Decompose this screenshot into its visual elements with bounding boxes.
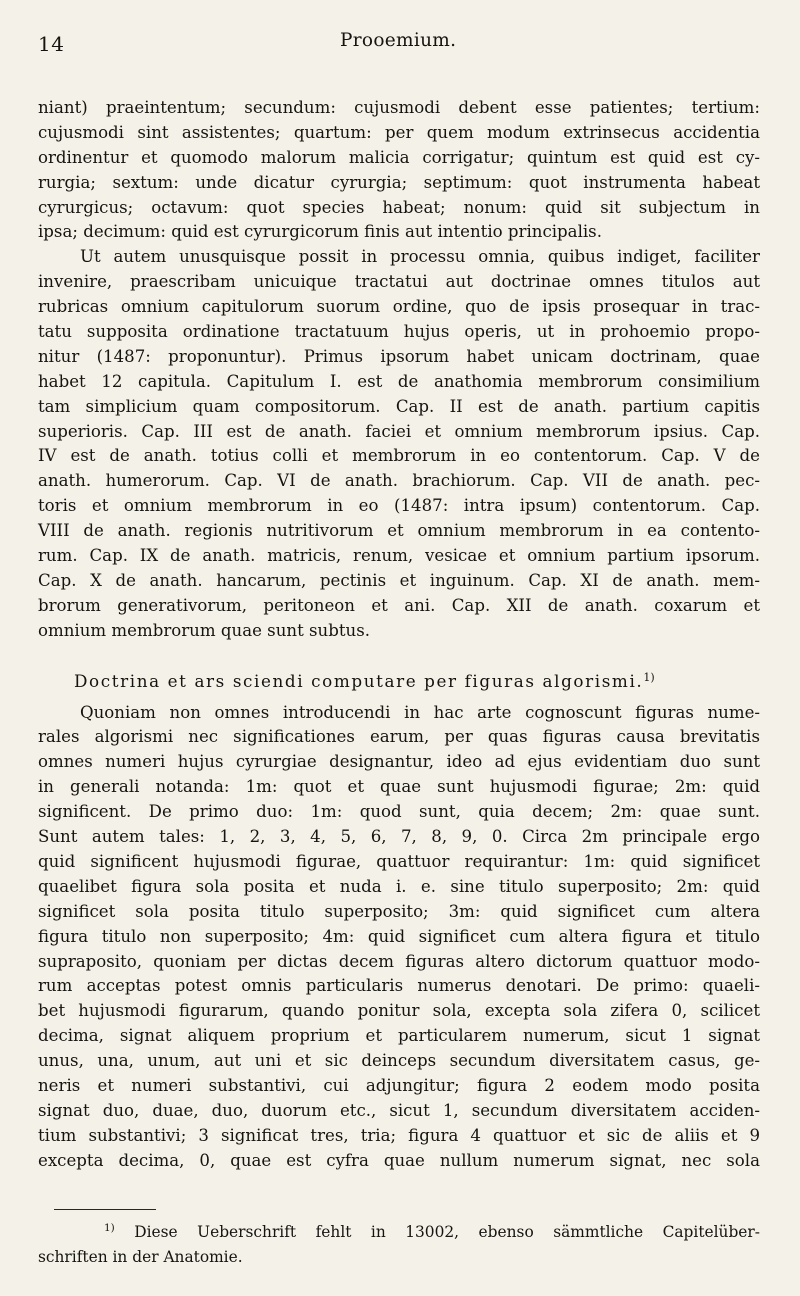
- text-line: niant) praeintentum; secundum: cujusmodi debent esse patientes; tertium:: [38, 98, 760, 117]
- text-line: rubricas omnium capitulorum suorum ordine, quo de ipsis prosequar in trac-: [38, 297, 760, 317]
- text-line: excepta decima, 0, quae est cyfra quae nullum numerum signat, nec sola: [38, 1150, 760, 1170]
- text-line: VIII de anath. regionis nutritivorum et omnium membrorum in ea contento-: [38, 521, 760, 541]
- text-line: tam simplicium quam compositorum. Cap. II est de anath. partium capitis: [38, 396, 760, 416]
- footnote-line: [38, 1221, 760, 1246]
- text-line: quid significent hujusmodi figurae, quattuor requirantur: 1m: quid significet: [38, 851, 760, 871]
- text-line: invenire, praescribam unicuique tractatui aut doctrinae omnes titulos aut: [38, 272, 760, 292]
- text-line: rum. Cap. IX de anath. matricis, renum, vesicae et omnium partium ipsorum.: [38, 546, 760, 566]
- text-line: anath. humerorum. Cap. VI de anath. brachiorum. Cap. VII de anath. pec-: [38, 471, 760, 491]
- text-line: significent. De primo duo: 1m: quod sunt, quia decem; 2m: quae sunt.: [38, 802, 760, 822]
- text-line: ordinentur et quomodo malorum malicia corrigatur; quintum est quid est cy-: [38, 147, 760, 167]
- footnote-text: Diese Ueberschrift fehlt in 13002, ebenso sämmtliche Capitelüber-: [134, 1223, 760, 1241]
- text-line: superioris. Cap. III est de anath. faciei et omnium membrorum ipsius. Cap.: [38, 421, 760, 441]
- running-head: [38, 22, 760, 56]
- text-line: rales algorismi nec significationes earum, per quas figuras causa brevitatis: [38, 727, 760, 747]
- text-line: Ut autem unusquisque possit in processu omnia, quibus indiget, faciliter: [80, 247, 760, 267]
- text-line: unus, una, unum, aut uni et sic deinceps secundum diversitatem casus, ge-: [38, 1051, 760, 1071]
- text-line: supraposito, quoniam per dictas decem figuras altero dictorum quattuor modo-: [38, 951, 760, 971]
- text-line: decima, signat aliquem proprium et particularem numerum, sicut 1 signat: [38, 1026, 760, 1046]
- text-line: figura titulo non superposito; 4m: quid significet cum altera figura et titulo: [38, 926, 760, 946]
- footnote-marker: 1): [104, 1222, 115, 1234]
- text-line: toris et omnium membrorum in eo (1487: intra ipsum) contentorum. Cap.: [38, 496, 760, 516]
- text-line: cujusmodi sint assistentes; quartum: per quem modum extrinsecus accidentia: [38, 122, 760, 142]
- text-line: tium substantivi; 3 significat tres, tria; figura 4 quattuor et sic de aliis et 9: [38, 1125, 760, 1145]
- paragraph-anatomy-intro: [38, 96, 760, 245]
- main-text: [38, 96, 760, 1174]
- text-line: significet sola posita titulo superposito; 3m: quid significet cum altera: [38, 901, 760, 921]
- text-line: Sunt autem tales: 1, 2, 3, 4, 5, 6, 7, 8, 9, 0. Circa 2m principale ergo: [38, 827, 760, 847]
- text-line: signat duo, duae, duo, duorum etc., sicut 1, secundum diversitatem acciden-: [38, 1100, 760, 1120]
- footnote-reference: 1): [643, 670, 655, 684]
- text-line: cyrurgicus; octavum: quot species habeat; nonum: quid sit subjectum in: [38, 197, 760, 217]
- text-line: rurgia; sextum: unde dicatur cyrurgia; septimum: quot instrumenta habeat: [38, 172, 760, 192]
- text-line: habet 12 capitula. Capitulum I. est de anathomia membrorum consimilium: [38, 371, 760, 391]
- text-line: neris et numeri substantivi, cui adjungitur; figura 2 eodem modo posita: [38, 1075, 760, 1095]
- footnote-line: schriften in der Anatomie.: [38, 1247, 243, 1266]
- text-line: nitur (1487: proponuntur). Primus ipsorum habet unicam doctrinam, quae: [38, 346, 760, 366]
- text-line: quaelibet figura sola posita et nuda i. e. sine titulo superposito; 2m: quid: [38, 876, 760, 896]
- footnote-divider: [54, 1209, 156, 1210]
- section-heading: [38, 669, 760, 695]
- footnotes: [38, 1221, 760, 1268]
- text-line: bet hujusmodi figurarum, quando ponitur sola, excepta sola zifera 0, scilicet: [38, 1001, 760, 1021]
- page-number: 14: [38, 32, 65, 56]
- text-line: omnes numeri hujus cyrurgiae designantur, ideo ad ejus evidentiam duo sunt: [38, 752, 760, 772]
- text-line: in generali notanda: 1m: quot et quae sunt hujusmodi figurae; 2m: quid: [38, 777, 760, 797]
- text-line: rum acceptas potest omnis particularis numerus denotari. De primo: quaeli-: [38, 976, 760, 996]
- text-line: Quoniam non omnes introducendi in hac arte cognoscunt figuras nume-: [80, 702, 760, 722]
- text-line: tatu supposita ordinatione tractatuum hujus operis, ut in prohoemio propo-: [38, 322, 760, 342]
- paragraph-algorism: [38, 701, 760, 1174]
- paragraph-chapter-list: [38, 245, 760, 643]
- section-heading-text: Doctrina et ars sciendi computare per figuras algorismi.: [74, 670, 644, 691]
- running-title: Prooemium.: [340, 30, 457, 51]
- text-line: brorum generativorum, peritoneon et ani. Cap. XII de anath. coxarum et: [38, 595, 760, 615]
- text-line: ipsa; decimum: quid est cyrurgicorum finis aut intentio principalis.: [38, 222, 602, 242]
- text-line: Cap. X de anath. hancarum, pectinis et inguinum. Cap. XI de anath. mem-: [38, 570, 760, 590]
- text-line: IV est de anath. totius colli et membrorum in eo contentorum. Cap. V de: [38, 446, 760, 466]
- text-line: omnium membrorum quae sunt subtus.: [38, 620, 370, 640]
